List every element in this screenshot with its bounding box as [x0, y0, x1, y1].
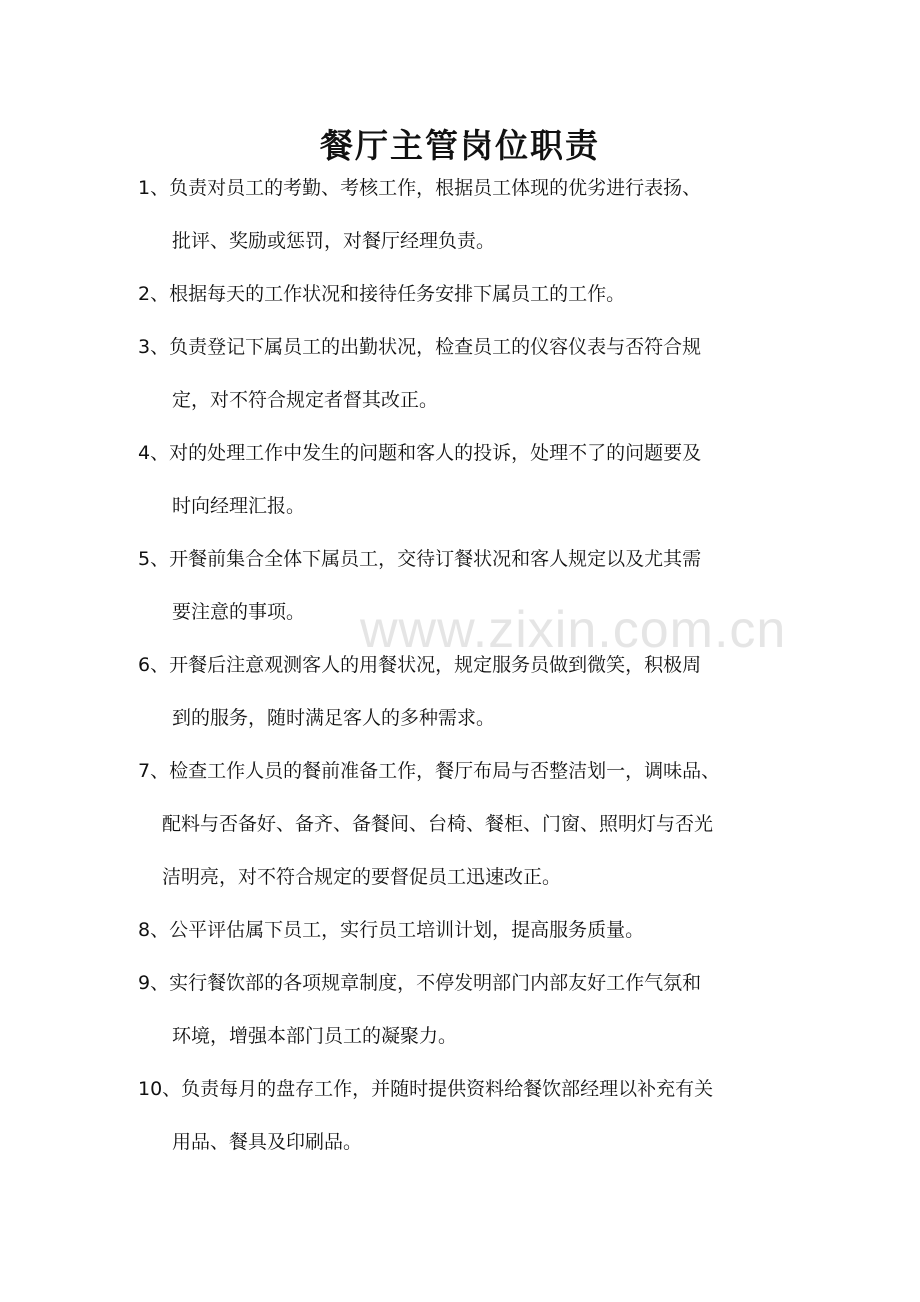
duty-item-line: 配料与否备好、备齐、备餐间、台椅、餐柜、门窗、照明灯与否光 — [162, 813, 714, 835]
duty-item-line: 9、实行餐饮部的各项规章制度，不停发明部门内部友好工作气氛和 — [138, 972, 702, 994]
duty-list — [0, 174, 920, 1181]
duty-item-4 — [0, 439, 920, 521]
duty-item-8 — [0, 916, 920, 945]
duty-item-5 — [0, 545, 920, 627]
duty-item-line: 时向经理汇报。 — [172, 495, 306, 517]
duty-item-line: 用品、餐具及印刷品。 — [172, 1131, 363, 1153]
duty-item-line: 6、开餐后注意观测客人的用餐状况，规定服务员做到微笑，积极周 — [138, 654, 702, 676]
duty-item-6 — [0, 651, 920, 733]
document-title: 餐厅主管岗位职责 — [320, 126, 600, 165]
duty-item-line: 10、负责每月的盘存工作，并随时提供资料给餐饮部经理以补充有关 — [138, 1078, 714, 1100]
duty-item-line: 3、负责登记下属员工的出勤状况，检查员工的仪容仪表与否符合规 — [138, 336, 702, 358]
duty-item-line: 环境，增强本部门员工的凝聚力。 — [172, 1025, 458, 1047]
duty-item-10 — [0, 1075, 920, 1157]
duty-item-2 — [0, 280, 920, 309]
duty-item-line: 8、公平评估属下员工，实行员工培训计划，提高服务质量。 — [138, 919, 645, 941]
duty-item-line: 到的服务，随时满足客人的多种需求。 — [172, 707, 496, 729]
duty-item-line: 2、根据每天的工作状况和接待任务安排下属员工的工作。 — [138, 283, 626, 305]
watermark-text: www.zixin.com.cn — [360, 601, 787, 659]
duty-item-line: 批评、奖励或惩罚，对餐厅经理负责。 — [172, 230, 496, 252]
duty-item-line: 定，对不符合规定者督其改正。 — [172, 389, 439, 411]
duty-item-line: 要注意的事项。 — [172, 601, 306, 623]
duty-item-3 — [0, 333, 920, 415]
duty-item-line: 4、对的处理工作中发生的问题和客人的投诉，处理不了的问题要及 — [138, 442, 702, 464]
duty-item-line: 洁明亮，对不符合规定的要督促员工迅速改正。 — [162, 866, 562, 888]
duty-item-line: 1、负责对员工的考勤、考核工作，根据员工体现的优劣进行表扬、 — [138, 177, 702, 199]
duty-item-9 — [0, 969, 920, 1051]
duty-item-7 — [0, 757, 920, 892]
duty-item-line: 7、检查工作人员的餐前准备工作，餐厅布局与否整洁划一，调味品、 — [138, 760, 721, 782]
duty-item-1 — [0, 174, 920, 256]
duty-item-line: 5、开餐前集合全体下属员工，交待订餐状况和客人规定以及尤其需 — [138, 548, 702, 570]
